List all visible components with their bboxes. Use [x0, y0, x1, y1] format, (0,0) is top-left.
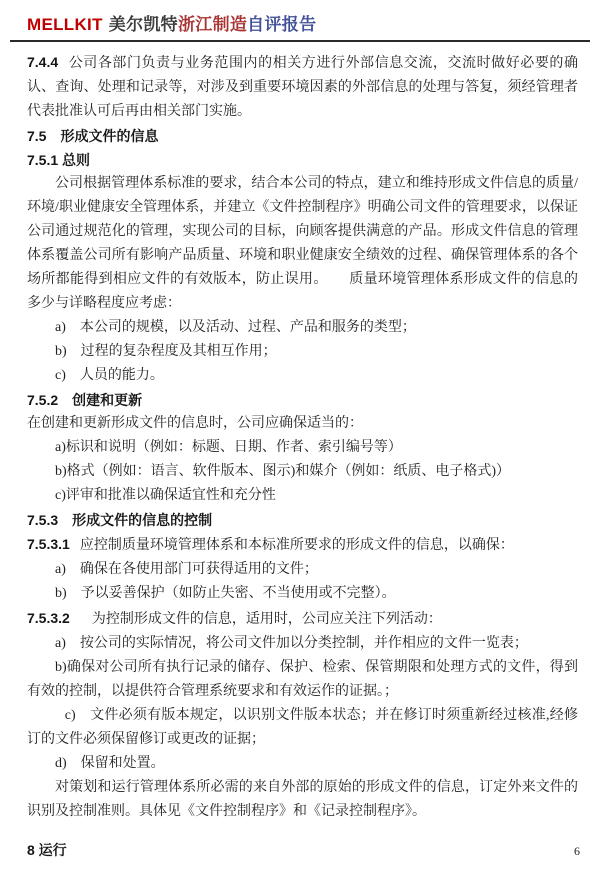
list-7-5-1-item-a: a) 本公司的规模，以及活动、过程、产品和服务的类型；	[55, 320, 416, 335]
section-7-4-4-text: 公司各部门负责与业务范围内的相关方进行外部信息交流，交流时做好必要的确认、查询、处理和记录等，对涉及到重要环境因素的外部信息的处理与答复，须经管理者代表批准认可后再由相关部门实施。	[27, 56, 578, 119]
header-title-region: 浙江制造	[177, 15, 248, 34]
heading-7-5-1: 7.5.1 总则	[27, 152, 91, 168]
paragraph-7-5-1: 公司根据管理体系标准的要求，结合本公司的特点，建立和维持形成文件信息的质量/环境/职业健康安全管理体系，并建立《文件控制程序》明确公司文件的管理要求，以保证公司通过规范化的管理，实现公司的目标，向顾客提供满意的产品。形成文件信息的管理体系覆盖公司所有影响产品质量、环境和职业健康安全绩效的过程、确保管理体系的各个场所都能得到相应文件的有效版本，防止误用。 质量环境管理体系形成文件的信息的多少与详略程度应考虑：	[27, 176, 578, 311]
page-header	[10, 8, 590, 42]
list-7-5-2-item-a: a)标识和说明（例如：标题、日期、作者、索引编号等）	[55, 440, 402, 455]
section-7-4-4	[27, 50, 578, 124]
heading-8: 8 运行	[27, 842, 67, 858]
list-7-5-2-item-c: c)评审和批准以确保适宜性和充分性	[55, 488, 276, 503]
list-7-5-2-item-b: b)格式（例如：语言、软件版本、图示)和媒介（例如：纸质、电子格式)）	[55, 464, 510, 479]
paragraph-7-5-2-intro: 在创建和更新形成文件的信息时，公司应确保适当的：	[27, 416, 363, 431]
paragraph-7-5-3-1-text: 应控制质量环境管理体系和本标准所要求的形成文件的信息，以确保：	[79, 538, 514, 553]
paragraph-7-5-3-2-text: 为控制形成文件的信息，适用时，公司应关注下列活动：	[91, 612, 442, 627]
list-7-5-3-2-item-d: d) 保留和处置。	[55, 756, 165, 771]
page-number: 6	[574, 844, 580, 858]
heading-7-5-2: 7.5.2 创建和更新	[27, 392, 143, 408]
list-7-5-1-item-b: b) 过程的复杂程度及其相互作用；	[55, 344, 277, 359]
list-7-5-1-item-c: c) 人员的能力。	[55, 368, 164, 383]
section-7-4-4-number: 7.4.4	[27, 54, 59, 70]
paragraph-7-5-3-1-number: 7.5.3.1	[27, 536, 70, 552]
document-body	[27, 50, 578, 862]
paragraph-7-5-3-1	[27, 532, 578, 558]
list-7-5-3-2-item-c: c) 文件必须有版本规定，以识别文件版本状态；并在修订时须重新经过核准,经修订的文件必须保留修订或更改的证据；	[27, 708, 578, 747]
header-title-company: 美尔凯特	[108, 15, 178, 34]
header-title-doc: 自评报告	[247, 15, 317, 34]
list-7-5-3-1-item-b: b) 予以妥善保护（如防止失密、不当使用或不完整）。	[55, 586, 396, 601]
paragraph-7-5-3-2	[27, 606, 578, 632]
paragraph-external-documents: 对策划和运行管理体系所必需的来自外部的原始的形成文件的信息，订定外来文件的识别及控制准则。具体见《文件控制程序》和《记录控制程序》。	[27, 780, 578, 819]
brand-logo: MELLKIT	[27, 15, 103, 34]
heading-7-5: 7.5 形成文件的信息	[27, 128, 159, 144]
list-7-5-3-2-item-b: b)确保对公司所有执行记录的储存、保护、检索、保管期限和处理方式的文件，得到有效的控制，以提供符合管理系统要求和有效运作的证据。；	[27, 660, 578, 699]
paragraph-7-5-3-2-number: 7.5.3.2	[27, 610, 70, 626]
heading-7-5-3: 7.5.3 形成文件的信息的控制	[27, 512, 213, 528]
list-7-5-3-2-item-a: a) 按公司的实际情况，将公司文件加以分类控制，并作相应的文件一览表；	[55, 636, 528, 651]
list-7-5-3-1-item-a: a) 确保在各使用部门可获得适用的文件；	[55, 562, 318, 577]
